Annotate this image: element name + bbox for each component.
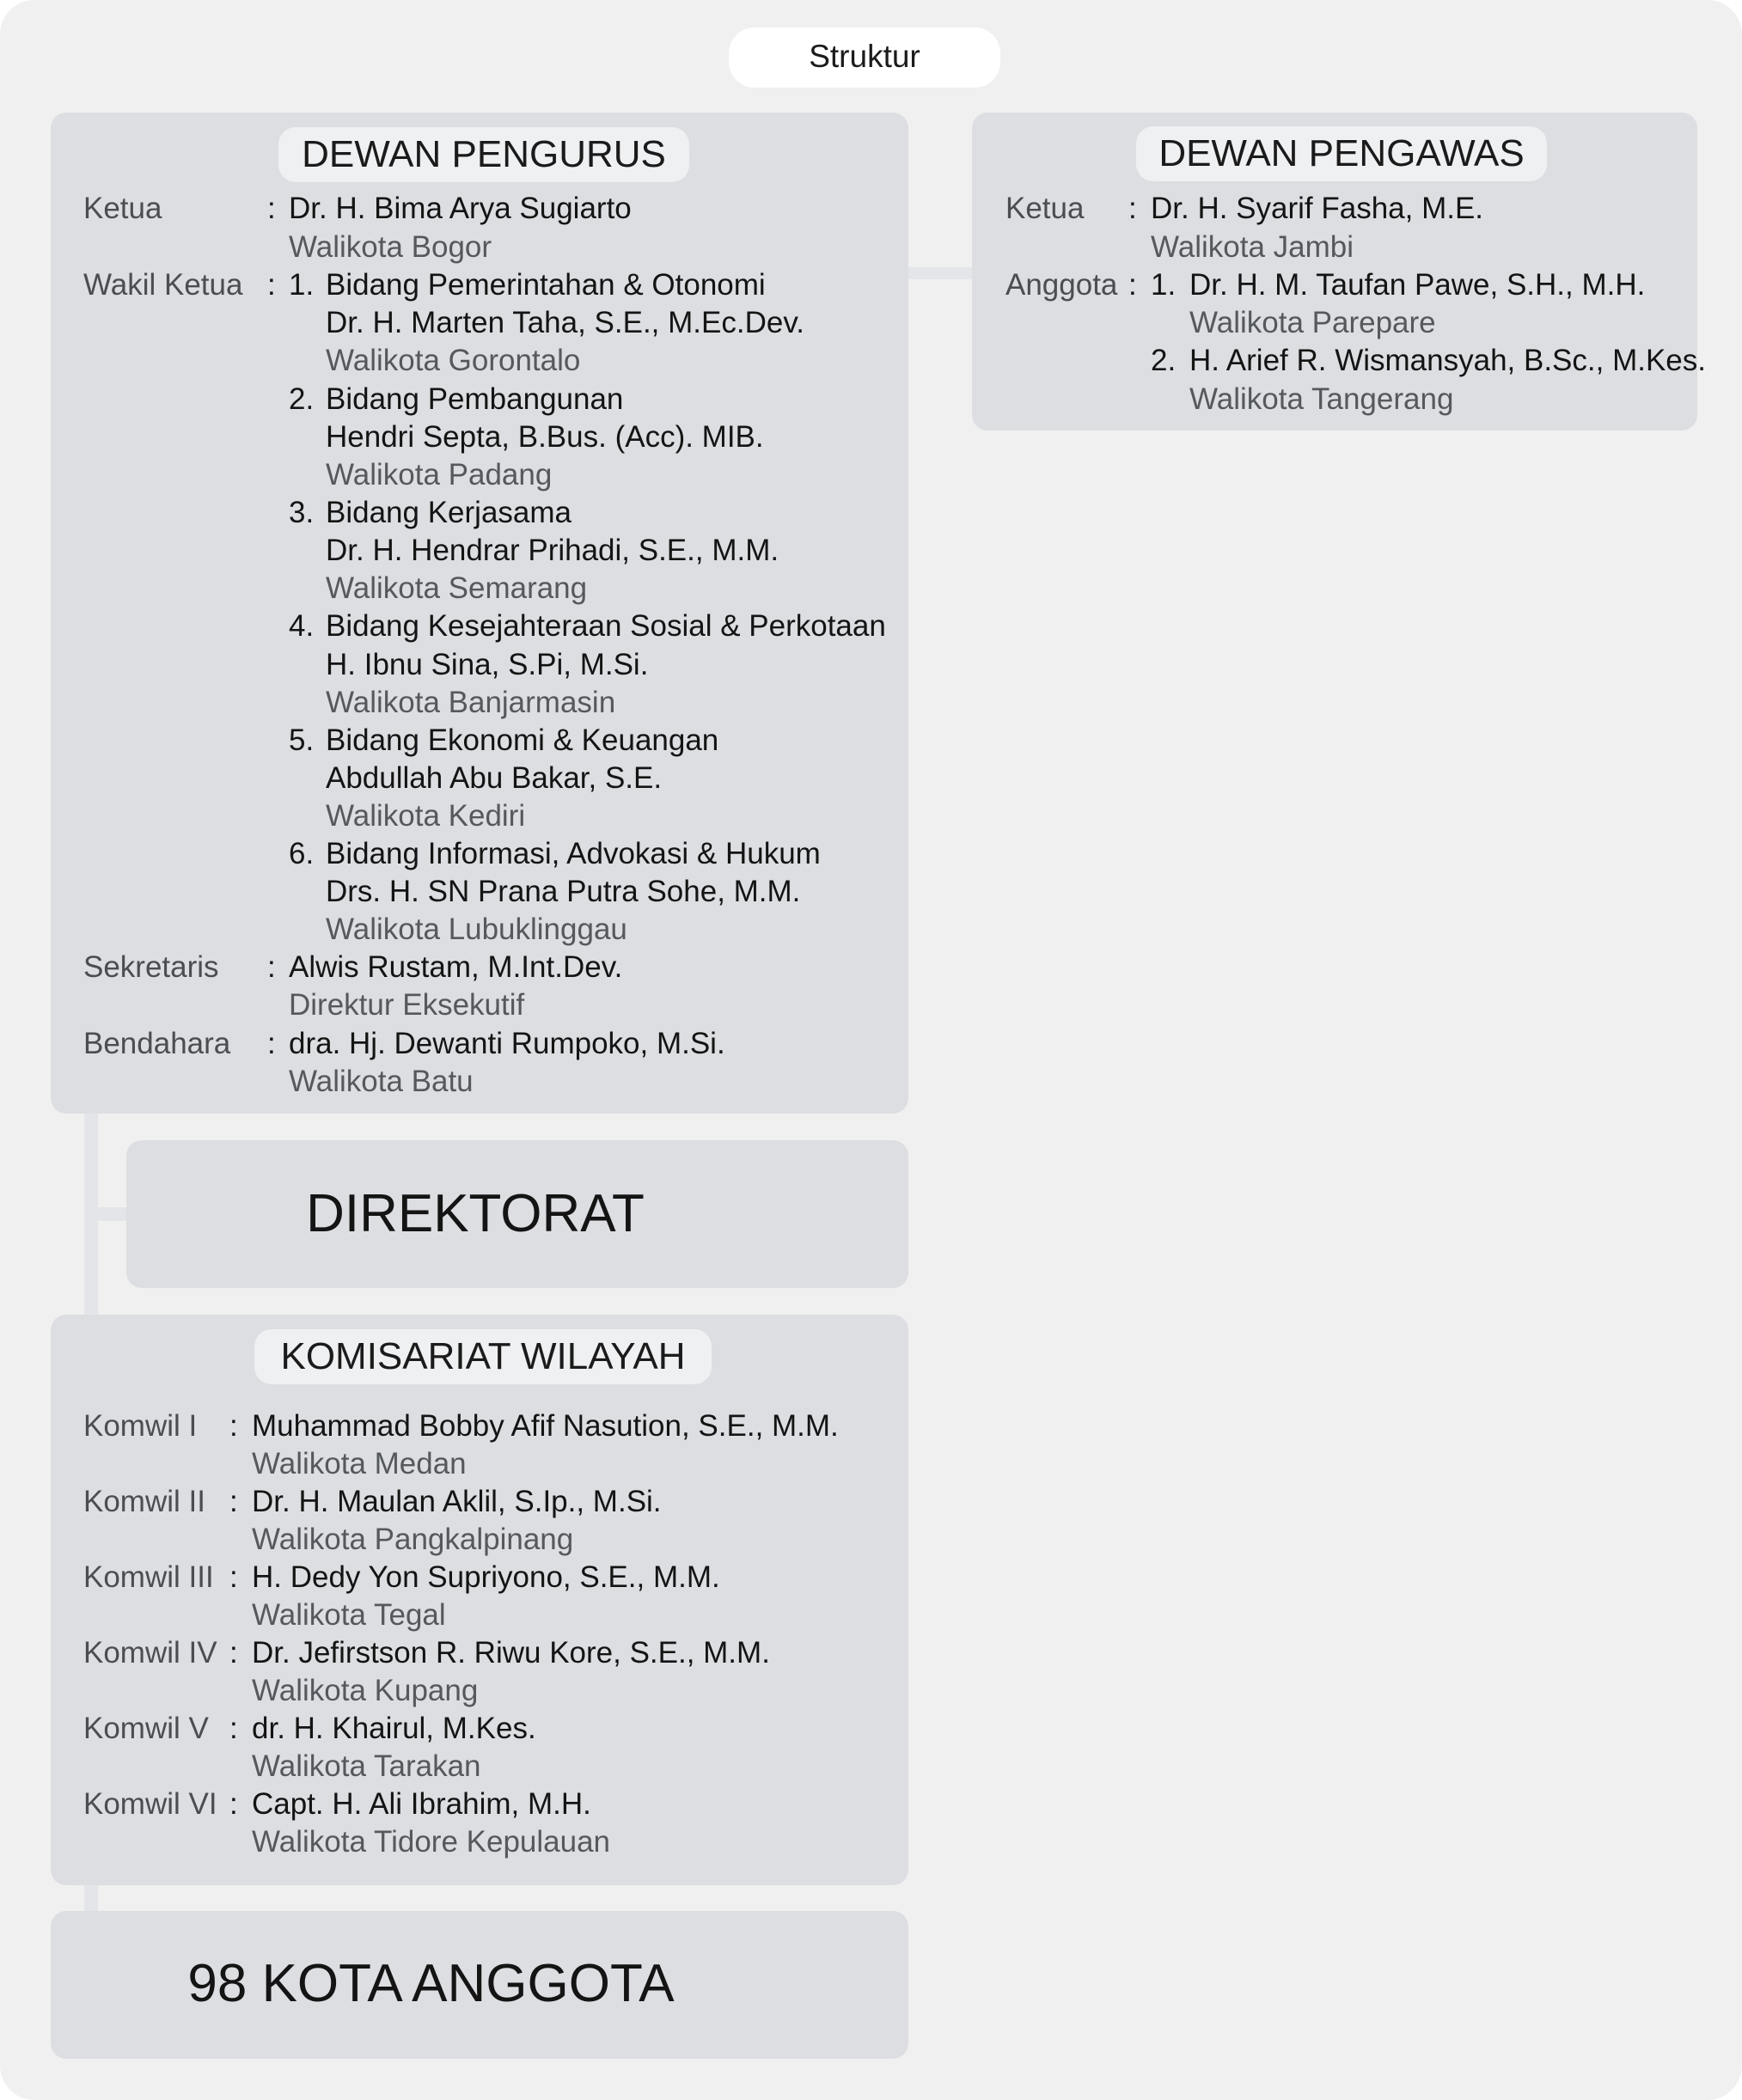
komwil-label: Komwil II [83,1485,205,1518]
wakil-name: Dr. H. Hendrar Prihadi, S.E., M.M. [326,534,779,567]
wakil-position: Walikota Semarang [326,571,588,605]
separator-colon: : [267,268,276,302]
komwil-position: Walikota Medan [252,1447,467,1480]
pengurus-ketua-name: Dr. H. Bima Arya Sugiarto [289,192,632,225]
pengurus-wakil-label: Wakil Ketua [83,268,243,302]
komwil-name: H. Dedy Yon Supriyono, S.E., M.M. [252,1560,720,1594]
kota-anggota-title: 98 KOTA ANGGOTA [187,1954,675,2013]
wakil-position: Walikota Gorontalo [326,344,581,377]
wakil-number: 2. [289,382,315,416]
komwil-position: Walikota Pangkalpinang [252,1523,574,1556]
connector-direktorat [91,1207,127,1221]
separator-colon: : [229,1636,238,1670]
wakil-name: Hendri Septa, B.Bus. (Acc). MIB. [326,420,764,454]
anggota-position: Walikota Tangerang [1189,382,1454,416]
separator-colon: : [229,1485,238,1518]
wakil-name: Abdullah Abu Bakar, S.E. [326,761,663,795]
page-title: Struktur [809,39,920,74]
anggota-name: Dr. H. M. Taufan Pawe, S.H., M.H. [1189,268,1646,302]
separator-colon: : [229,1560,238,1594]
anggota-number: 1. [1151,268,1177,302]
pengurus-ketua-label: Ketua [83,192,162,225]
komwil-name: Dr. H. Maulan Aklil, S.Ip., M.Si. [252,1485,662,1518]
pengurus-bendahara-position: Walikota Batu [289,1065,474,1098]
wakil-number: 1. [289,268,315,302]
separator-colon: : [267,1027,276,1060]
komwil-position: Walikota Tarakan [252,1749,481,1783]
wakil-field: Bidang Ekonomi & Keuangan [326,723,719,757]
separator-colon: : [229,1409,238,1443]
wakil-name: H. Ibnu Sina, S.Pi, M.Si. [326,648,649,681]
komisariat-title: KOMISARIAT WILAYAH [254,1329,712,1384]
wakil-field: Bidang Informasi, Advokasi & Hukum [326,837,821,870]
pengawas-anggota-label: Anggota [1005,268,1118,302]
komwil-name: Capt. H. Ali Ibrahim, M.H. [252,1787,591,1821]
komwil-label: Komwil V [83,1712,209,1745]
komwil-name: Dr. Jefirstson R. Riwu Kore, S.E., M.M. [252,1636,770,1670]
wakil-field: Bidang Kesejahteraan Sosial & Perkotaan [326,609,886,643]
separator-colon: : [229,1712,238,1745]
anggota-name: H. Arief R. Wismansyah, B.Sc., M.Kes. [1189,344,1706,377]
dewan-pengawas-title: DEWAN PENGAWAS [1136,126,1547,181]
pengurus-bendahara-label: Bendahara [83,1027,231,1060]
separator-colon: : [267,950,276,984]
wakil-name: Dr. H. Marten Taha, S.E., M.Ec.Dev. [326,306,804,339]
pengurus-sekretaris-label: Sekretaris [83,950,219,984]
komwil-position: Walikota Kupang [252,1674,479,1707]
wakil-position: Walikota Padang [326,458,553,491]
wakil-position: Walikota Lubuklinggau [326,913,627,946]
wakil-field: Bidang Kerjasama [326,496,571,529]
komwil-label: Komwil IV [83,1636,217,1670]
connector-pengurus-pengawas [908,267,973,279]
komwil-label: Komwil III [83,1560,214,1594]
separator-colon: : [267,192,276,225]
separator-colon: : [1128,268,1137,302]
direktorat-title: DIREKTORAT [306,1184,645,1243]
wakil-name: Drs. H. SN Prana Putra Sohe, M.M. [326,875,801,908]
komwil-label: Komwil I [83,1409,198,1443]
pengawas-ketua-name: Dr. H. Syarif Fasha, M.E. [1151,192,1484,225]
pengurus-bendahara-name: dra. Hj. Dewanti Rumpoko, M.Si. [289,1027,725,1060]
wakil-position: Walikota Banjarmasin [326,686,616,719]
komwil-label: Komwil VI [83,1787,217,1821]
komwil-position: Walikota Tegal [252,1598,446,1632]
wakil-number: 6. [289,837,315,870]
wakil-number: 4. [289,609,315,643]
wakil-number: 3. [289,496,315,529]
pengawas-ketua-label: Ketua [1005,192,1085,225]
wakil-number: 5. [289,723,315,757]
wakil-position: Walikota Kediri [326,799,526,833]
anggota-number: 2. [1151,344,1177,377]
dewan-pengurus-title: DEWAN PENGURUS [278,127,689,182]
pengurus-sekretaris-name: Alwis Rustam, M.Int.Dev. [289,950,623,984]
komwil-name: dr. H. Khairul, M.Kes. [252,1712,536,1745]
anggota-position: Walikota Parepare [1189,306,1436,339]
komwil-position: Walikota Tidore Kepulauan [252,1825,611,1859]
pengawas-ketua-position: Walikota Jambi [1151,230,1354,264]
wakil-field: Bidang Pemerintahan & Otonomi [326,268,766,302]
separator-colon: : [1128,192,1137,225]
komwil-name: Muhammad Bobby Afif Nasution, S.E., M.M. [252,1409,839,1443]
pengurus-sekretaris-position: Direktur Eksekutif [289,988,525,1022]
separator-colon: : [229,1787,238,1821]
pengurus-ketua-position: Walikota Bogor [289,230,492,264]
wakil-field: Bidang Pembangunan [326,382,624,416]
